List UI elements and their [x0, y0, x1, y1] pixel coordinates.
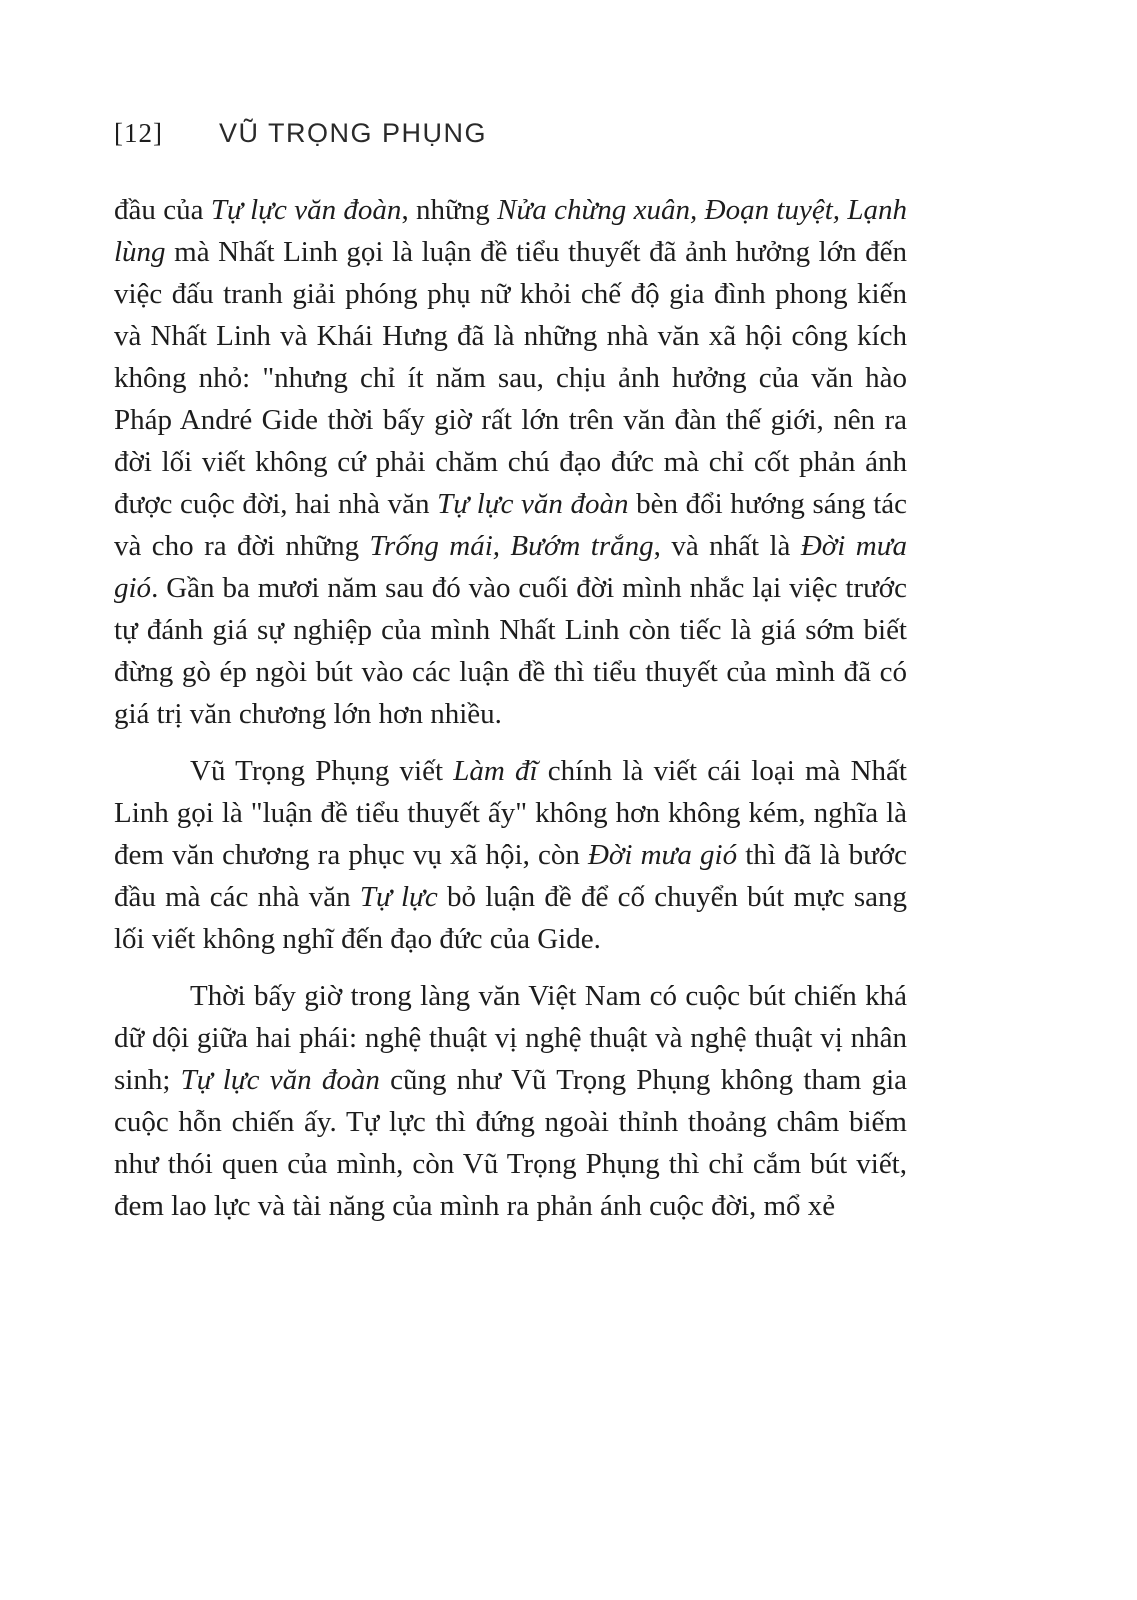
- text-run: thì đã là bước đầu mà các nhà văn: [114, 839, 907, 913]
- text-run: , những: [401, 194, 498, 226]
- paragraph: [114, 189, 907, 735]
- paragraph: [114, 750, 907, 960]
- italic-text: Tự lực: [359, 881, 438, 913]
- italic-text: Trống mái, Bướm trắng: [369, 530, 654, 562]
- italic-text: Nửa chừng xuân, Đoạn tuyệt, Lạnh lùng: [114, 194, 908, 268]
- text-run: bỏ luận đề để cố chuyển bút mực sang lối viết không nghĩ đến đạo đức của Gide.: [114, 881, 907, 955]
- text-run: cũng như Vũ Trọng Phụng không tham gia cuộc hỗn chiến ấy. Tự lực thì đứng ngoài thỉnh thoảng châm biếm như thói quen của mình, còn Vũ Trọng Phụng thì chỉ cắm bút viết, đem lao lực và tài năng của mình ra phản ánh cuộc đời, mổ xẻ: [114, 1064, 907, 1222]
- italic-text: Làm đĩ: [453, 755, 538, 787]
- italic-text: Đời mưa gió: [114, 530, 908, 604]
- italic-text: Đời mưa gió: [587, 839, 738, 871]
- italic-text: Tự lực văn đoàn: [210, 194, 402, 226]
- text-run: mà Nhất Linh gọi là luận đề tiểu thuyết đã ảnh hưởng lớn đến việc đấu tranh giải phóng phụ nữ khỏi chế độ gia đình phong kiến và Nhất Linh và Khái Hưng đã là những nhà văn xã hội công kích không nhỏ: "nhưng chỉ ít năm sau, chịu ảnh hưởng của văn hào Pháp André Gide thời bấy giờ rất lớn trên văn đàn thế giới, nên ra đời lối viết không cứ phải chăm chú đạo đức mà chỉ cốt phản ánh được cuộc đời, hai nhà văn: [114, 236, 907, 520]
- italic-text: Tự lực văn đoàn: [437, 488, 629, 520]
- page-number: [12]: [114, 118, 163, 148]
- italic-text: Tự lực văn đoàn: [180, 1064, 380, 1096]
- paragraph: [114, 975, 907, 1227]
- text-run: Vũ Trọng Phụng viết: [190, 755, 454, 787]
- text-run: bèn đổi hướng sáng tác và cho ra đời những: [114, 488, 908, 562]
- running-title: VŨ TRỌNG PHỤNG: [218, 118, 488, 148]
- text-run: chính là viết cái loại mà Nhất Linh gọi là "luận đề tiểu thuyết ấy" không hơn không kém, nghĩa là đem văn chương ra phục vụ xã hội, còn: [114, 755, 907, 871]
- body-text: [114, 189, 907, 1227]
- text-run: Thời bấy giờ trong làng văn Việt Nam có cuộc bút chiến khá dữ dội giữa hai phái: nghệ thuật vị nghệ thuật và nghệ thuật vị nhân sinh;: [114, 980, 907, 1096]
- text-run: . Gần ba mươi năm sau đó vào cuối đời mình nhắc lại việc trước tự đánh giá sự nghiệp của mình Nhất Linh còn tiếc là giá sớm biết đừng gò ép ngòi bút vào các luận đề thì tiểu thuyết của mình đã có giá trị văn chương lớn hơn nhiều.: [114, 572, 907, 730]
- text-run: , và nhất là: [653, 530, 801, 562]
- text-run: đầu của: [114, 194, 211, 226]
- page-header: [114, 118, 907, 149]
